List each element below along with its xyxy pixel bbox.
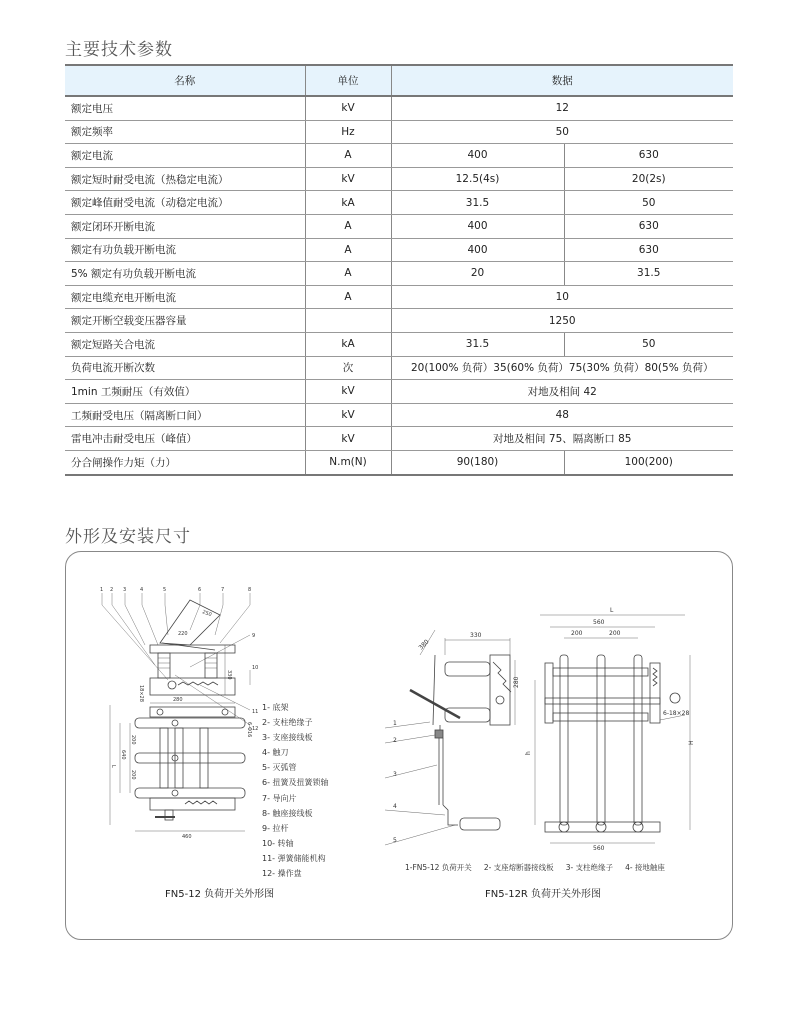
table-row: [65, 356, 733, 380]
dim-380-r: 380: [417, 638, 431, 652]
param-name-cell: 分合闸操作力矩（力）: [65, 450, 305, 474]
callout-5: 5: [163, 587, 167, 593]
part-item: 2- 支座熔断器接线板: [483, 863, 554, 872]
param-value-cell: 90(180): [391, 450, 564, 474]
param-value-cell: 50: [564, 191, 733, 215]
table-row: [65, 309, 733, 333]
table-row: [65, 214, 733, 238]
param-value-cell: 400: [391, 144, 564, 168]
callout-11: 11: [252, 709, 259, 715]
fn5-12r-drawing: [385, 600, 705, 850]
callout-1: 1: [100, 587, 104, 593]
param-unit-cell: kA: [305, 191, 391, 215]
param-name-cell: 工频耐受电压（隔离断口间）: [65, 403, 305, 427]
param-value-cell: 630: [564, 214, 733, 238]
param-unit-cell: A: [305, 262, 391, 286]
param-unit-cell: [305, 309, 391, 333]
param-value-cell: 10: [391, 285, 733, 309]
dim-330: 330: [226, 670, 232, 680]
param-value-cell: 400: [391, 214, 564, 238]
table-row: [65, 285, 733, 309]
dim-6x18: 6-18×28: [663, 710, 690, 717]
dim-L-r: L: [610, 607, 614, 614]
param-value-cell: 对地及相间 42: [391, 380, 733, 404]
callout-r3: 3: [393, 771, 397, 778]
part-item: 4- 接地触座: [625, 863, 665, 872]
param-value-cell: 20: [391, 262, 564, 286]
param-name-cell: 额定有功负载开断电流: [65, 238, 305, 262]
param-value-cell: 630: [564, 144, 733, 168]
param-name-cell: 额定峰值耐受电流（动稳定电流）: [65, 191, 305, 215]
callout-8: 8: [248, 587, 252, 593]
callout-7: 7: [221, 587, 225, 593]
legend-item: 10- 转轴: [262, 838, 294, 848]
table-row: [65, 380, 733, 404]
fn5-12-caption: FN5-12 负荷开关外形图: [165, 889, 275, 900]
callout-12: 12: [252, 726, 259, 732]
param-value-cell: 100(200): [564, 450, 733, 474]
callout-r5: 5: [393, 837, 397, 844]
legend-item: 2- 支柱绝缘子: [262, 718, 313, 728]
callout-3: 3: [123, 587, 127, 593]
param-value-cell: 12: [391, 96, 733, 120]
part-item: 3- 支柱绝缘子: [565, 863, 614, 872]
section-title-dimensions: 外形及安装尺寸: [65, 527, 191, 547]
param-name-cell: 额定开断空载变压器容量: [65, 309, 305, 333]
callout-4: 4: [140, 587, 144, 593]
fn5-12-drawing: [90, 585, 270, 840]
table-row: [65, 96, 733, 120]
param-unit-cell: Hz: [305, 120, 391, 144]
table-row: [65, 403, 733, 427]
table-row: [65, 120, 733, 144]
param-name-cell: 额定短时耐受电流（热稳定电流）: [65, 167, 305, 191]
table-header-row: [65, 65, 733, 96]
legend-item: 4- 触刀: [262, 748, 289, 758]
spec-table: [65, 64, 733, 476]
callout-r1: 1: [393, 720, 397, 727]
param-unit-cell: A: [305, 285, 391, 309]
param-value-cell: 对地及相间 75、隔离断口 85: [391, 427, 733, 451]
param-unit-cell: kA: [305, 332, 391, 356]
fn5-12r-caption: FN5-12R 负荷开关外形图: [485, 889, 602, 900]
dim-560-top: 560: [593, 619, 605, 626]
legend-item: 9- 拉杆: [262, 823, 289, 833]
param-name-cell: 额定闭环开断电流: [65, 214, 305, 238]
header-name: 名称: [65, 65, 305, 96]
dim-200a-r: 200: [571, 630, 583, 637]
header-data: 数据: [391, 65, 733, 96]
dim-200b: 200: [130, 770, 136, 780]
fn5-12-legend: [262, 700, 329, 881]
legend-item: 1- 底架: [262, 703, 289, 712]
param-name-cell: 额定电压: [65, 96, 305, 120]
dim-6x16: 6-Φ16: [246, 722, 252, 738]
param-value-cell: 12.5(4s): [391, 167, 564, 191]
param-value-cell: 50: [391, 120, 733, 144]
param-value-cell: 31.5: [391, 332, 564, 356]
param-name-cell: 额定频率: [65, 120, 305, 144]
callout-r4: 4: [393, 803, 397, 810]
legend-item: 12- 操作盘: [262, 869, 302, 879]
dim-L: L: [110, 765, 116, 768]
table-row: [65, 167, 733, 191]
param-value-cell: 31.5: [564, 262, 733, 286]
legend-item: 7- 导向片: [262, 793, 297, 803]
dim-200b-r: 200: [609, 630, 621, 637]
legend-item: 3- 支座接线板: [262, 733, 313, 743]
param-unit-cell: kV: [305, 380, 391, 404]
table-row: [65, 262, 733, 286]
param-unit-cell: A: [305, 214, 391, 238]
param-value-cell: 400: [391, 238, 564, 262]
param-value-cell: 20(100% 负荷）35(60% 负荷）75(30% 负荷）80(5% 负荷）: [391, 356, 733, 380]
dim-460: 460: [182, 834, 192, 840]
param-value-cell: 48: [391, 403, 733, 427]
dim-h: h: [525, 751, 532, 755]
part-item: 1-FN5-12 负荷开关: [405, 863, 472, 872]
dim-220: 220: [178, 631, 188, 637]
dim-330-r: 330: [470, 632, 482, 639]
callout-2: 2: [110, 587, 114, 593]
table-row: [65, 332, 733, 356]
param-name-cell: 1min 工频耐压（有效值）: [65, 380, 305, 404]
param-unit-cell: kV: [305, 427, 391, 451]
dim-640: 640: [120, 750, 126, 760]
param-value-cell: 630: [564, 238, 733, 262]
table-row: [65, 450, 733, 474]
param-name-cell: 额定短路关合电流: [65, 332, 305, 356]
dim-280: 280: [173, 697, 183, 703]
header-unit: 单位: [305, 65, 391, 96]
param-unit-cell: A: [305, 238, 391, 262]
fn5-12r-parts: [405, 862, 677, 873]
callout-10: 10: [252, 665, 259, 671]
callout-r2: 2: [393, 737, 397, 744]
legend-item: 8- 触座接线板: [262, 808, 313, 818]
callout-6: 6: [198, 587, 202, 593]
table-row: [65, 191, 733, 215]
dim-560-bot: 560: [593, 845, 605, 850]
param-value-cell: 50: [564, 332, 733, 356]
param-value-cell: 1250: [391, 309, 733, 333]
table-row: [65, 144, 733, 168]
param-unit-cell: A: [305, 144, 391, 168]
legend-item: 11- 弹簧储能机构: [262, 853, 326, 863]
param-value-cell: 20(2s): [564, 167, 733, 191]
section-title-params: 主要技术参数: [65, 40, 173, 60]
param-name-cell: 额定电缆充电开断电流: [65, 285, 305, 309]
legend-item: 6- 扭簧及扭簧锁轴: [262, 778, 329, 788]
param-unit-cell: kV: [305, 403, 391, 427]
dim-280-r: 280: [513, 676, 520, 688]
param-name-cell: 5% 额定有功负载开断电流: [65, 262, 305, 286]
param-name-cell: 负荷电流开断次数: [65, 356, 305, 380]
param-name-cell: 雷电冲击耐受电压（峰值）: [65, 427, 305, 451]
param-unit-cell: 次: [305, 356, 391, 380]
callout-9: 9: [252, 633, 256, 639]
table-row: [65, 238, 733, 262]
param-unit-cell: N.m(N): [305, 450, 391, 474]
param-name-cell: 额定电流: [65, 144, 305, 168]
dim-200a: 200: [130, 735, 136, 745]
param-unit-cell: kV: [305, 96, 391, 120]
dim-18x28: 18×28: [138, 685, 144, 702]
dim-H: H: [688, 740, 695, 745]
dim-250: 250: [201, 609, 213, 619]
param-value-cell: 31.5: [391, 191, 564, 215]
legend-item: 5- 灭弧管: [262, 763, 297, 773]
param-unit-cell: kV: [305, 167, 391, 191]
table-row: [65, 427, 733, 451]
